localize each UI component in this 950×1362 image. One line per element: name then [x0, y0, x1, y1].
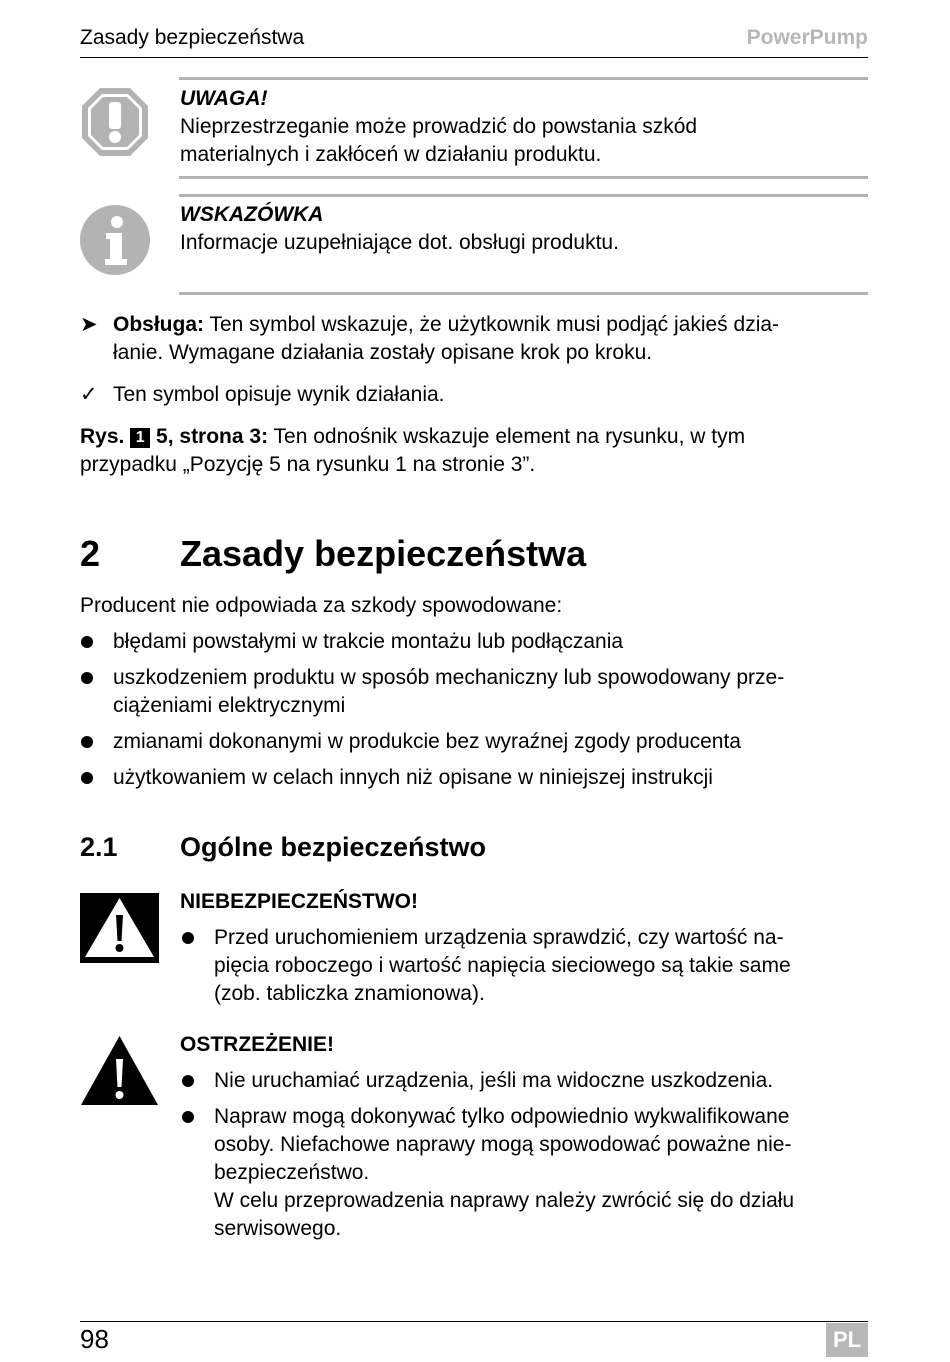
warning-item-line: Napraw mogą dokonywać tylko odpowiednio wykwalifikowane	[214, 1105, 790, 1128]
warning-item-line: Nie uruchamiać urządzenia, jeśli ma widoczne uszkodzenia.	[214, 1069, 774, 1092]
info-icon	[80, 205, 150, 275]
bullet-icon	[182, 932, 194, 944]
rys-label: Rys.	[80, 425, 125, 448]
bullet-icon	[182, 1075, 194, 1087]
notice-divider-rule	[179, 176, 868, 179]
notice-top-rule	[179, 77, 868, 80]
notice-bottom-rule	[179, 292, 868, 295]
bullet-icon	[81, 636, 93, 648]
section-title: Zasady bezpieczeństwa	[180, 533, 587, 574]
notice-wskazowka-line-1: Informacje uzupełniające dot. obsługi produktu.	[180, 231, 619, 254]
notice-uwaga-title: UWAGA!	[180, 87, 268, 110]
obsluga-label: Obsługa:	[113, 313, 205, 336]
list-item: błędami powstałymi w trakcie montażu lub podłączania	[113, 630, 624, 653]
warning-title: OSTRZEŻENIE!	[180, 1033, 335, 1056]
list-item: użytkowaniem w celach innych niż opisane w niniejszej instrukcji	[113, 766, 713, 789]
danger-item-line-1: Przed uruchomieniem urządzenia sprawdzić, czy wartość na-	[214, 926, 784, 949]
check-text: Ten symbol opisuje wynik działania.	[113, 383, 445, 406]
warning-triangle-icon	[80, 1035, 159, 1106]
obsluga-text: Ten symbol wskazuje, że użytkownik musi podjąć jakieś dzia-	[204, 313, 780, 336]
warning-item-line: serwisowego.	[214, 1217, 342, 1240]
rys-line-1	[80, 423, 745, 451]
warning-item-line: osoby. Niefachowe naprawy mogą spowodować poważne nie-	[214, 1133, 792, 1156]
bullet-icon	[81, 672, 93, 684]
page-number: 98	[80, 1324, 109, 1354]
section-number: 2	[80, 533, 101, 574]
bullet-icon	[182, 1111, 194, 1123]
danger-item-line-3: (zob. tabliczka znamionowa).	[214, 982, 485, 1005]
notice-uwaga-line-1: Nieprzestrzeganie może prowadzić do powstania szkód	[180, 115, 698, 138]
bullet-icon	[81, 736, 93, 748]
subsection-number: 2.1	[80, 832, 118, 862]
header-rule	[80, 57, 868, 58]
notice-wskazowka-title: WSKAZÓWKA	[180, 203, 324, 226]
warning-item-line: bezpieczeństwo.	[214, 1161, 370, 1184]
attention-octagon-icon	[80, 86, 150, 158]
obsluga-line-1	[113, 311, 779, 339]
list-item: zmianami dokonanymi w produkcie bez wyraźnej zgody producenta	[113, 730, 741, 753]
arrow-icon: ➤	[80, 313, 98, 336]
rys-text: Ten odnośnik wskazuje element na rysunku, w tym	[268, 425, 746, 448]
rys-line-2: przypadku „Pozycję 5 na rysunku 1 na stronie 3”.	[80, 453, 536, 476]
bullet-icon	[81, 772, 93, 784]
obsluga-line-2: łanie. Wymagane działania zostały opisane krok po kroku.	[113, 341, 653, 364]
danger-warning-icon	[80, 893, 159, 963]
section-intro: Producent nie odpowiada za szkody spowodowane:	[80, 594, 563, 617]
figure-number-box: 1	[130, 428, 150, 448]
footer-rule	[80, 1321, 868, 1322]
running-header-product: PowerPump	[746, 26, 868, 49]
rys-reference: 5, strona 3:	[150, 425, 269, 448]
list-item: uszkodzeniem produktu w sposób mechaniczny lub spowodowany prze-	[113, 666, 785, 689]
language-badge: PL	[826, 1323, 868, 1357]
list-item-continuation: ciążeniami elektrycznymi	[113, 694, 346, 717]
warning-item-line: W celu przeprowadzenia naprawy należy zwrócić się do działu	[214, 1189, 795, 1212]
subsection-title: Ogólne bezpieczeństwo	[180, 832, 487, 862]
danger-title: NIEBEZPIECZEŃSTWO!	[180, 890, 419, 913]
danger-item-line-2: pięcia roboczego i wartość napięcia sieciowego są takie same	[214, 954, 791, 977]
running-header-section: Zasady bezpieczeństwa	[80, 26, 305, 49]
notice-uwaga-line-2: materialnych i zakłóceń w działaniu produktu.	[180, 143, 602, 166]
check-icon: ✓	[80, 383, 98, 406]
notice-top-rule	[179, 194, 868, 197]
